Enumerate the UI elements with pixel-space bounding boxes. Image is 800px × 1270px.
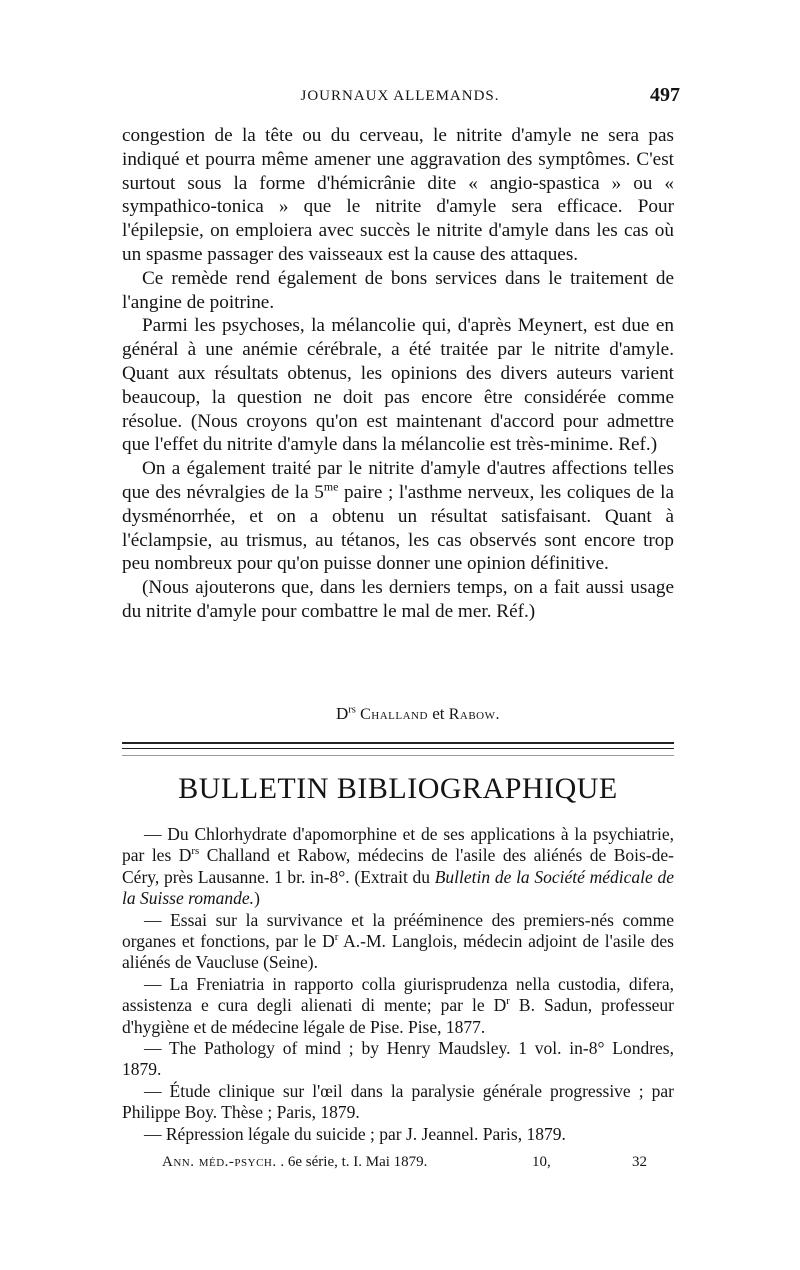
article-paragraph: Parmi les psychoses, la mélancolie qui, d'après Meynert, est due en général à une anémie cérébrale, a été traitée par le nitrite d'amyle. Quant aux résultats obtenus, les opinions des divers auteurs varient beaucoup, la question ne doit pas encore être considérée comme résolue. (Nous croyons qu'on est maintenant d'accord pour admettre que l'effet du nitrite d'amyle dans la mélancolie est très-minime. Ref.) — [122, 315, 674, 456]
author-name: Rabow. — [448, 706, 501, 723]
bibliography-list — [122, 824, 674, 1145]
bibliography-entry — [122, 824, 674, 910]
text-segment: — Du Chlorhydrate d'apomorphine et de ses applications à la psychiatrie, par les D — [122, 824, 674, 866]
page-number: 497 — [650, 84, 680, 106]
article-paragraph: congestion de la tête ou du cerveau, le nitrite d'amyle ne sera pas indiqué et pourra même amener une aggravation des symptômes. C'est surtout sous la forme d'hémicrânie dite « angio-spastica » ou « sympathico-tonica » que le nitrite d'amyle sera efficace. Pour l'épilepsie, on emploiera avec succès le nitrite d'amyle dans les cas où un spasme passager des vaisseaux est la cause des attaques. — [122, 125, 674, 265]
italic-title: Bulletin de la Société médicale de la Suisse romande. — [122, 866, 674, 909]
superscript: me — [323, 479, 339, 494]
signature-prefix: D — [335, 704, 349, 723]
article-paragraph: (Nous ajouterons que, dans les derniers temps, on a fait aussi usage du nitrite d'amyle pour combattre le mal de mer. Réf.) — [122, 577, 674, 622]
text-segment: ) — [254, 888, 260, 909]
sheet-number: 32 — [632, 1154, 647, 1170]
bibliography-entry: — The Pathology of mind ; by Henry Maudsley. 1 vol. in-8° Londres, 1879. — [122, 1038, 674, 1080]
text-segment: On a également traité par le nitrite d'amyle d'autres affections telles que des névralgies de la 5 — [122, 458, 674, 503]
text-segment: — Essai sur la survivance et la prééminence des premiers-nés comme organes et fonctions, par le D — [122, 909, 674, 952]
bibliography-entry — [122, 910, 674, 974]
bibliography-entry: — Répression légale du suicide ; par J. Jeannel. Paris, 1879. — [144, 1123, 566, 1144]
section-divider-thin — [122, 755, 674, 756]
article-paragraph: Ce remède rend également de bons services dans le traitement de l'angine de poitrine. — [122, 267, 674, 313]
page-footer — [162, 1154, 682, 1171]
text-segment: Challand et Rabow, médecins de l'asile des aliénés de Bois-de-Céry, près Lausanne. 1 br. in-8°. (Extrait du — [122, 845, 674, 887]
running-head — [120, 84, 680, 112]
running-title: JOURNAUX ALLEMANDS. — [300, 88, 500, 104]
text-segment: — La Freniatria in rapporto colla giurisprudenza nella custodia, difera, assistenza e cura degli alienati di mente; par le D — [122, 973, 674, 1016]
text-segment: paire ; l'asthme nerveux, les coliques de la dysménorrhée, et on a obtenu un résultat satisfaisant. Quant à l'éclampsie, au trismus, au tétanos, les cas observés sont encore trop peu nombreux pour qu'on puisse donner une opinion définitive. — [122, 481, 675, 575]
bibliography-entry: — Étude clinique sur l'œil dans la paralysie générale progressive ; par Philippe Boy. Thèse ; Paris, 1879. — [122, 1080, 674, 1123]
article-paragraph — [122, 457, 674, 576]
article-body — [122, 124, 674, 624]
signature-mark: 10, — [532, 1154, 551, 1170]
conjunction: et — [432, 704, 445, 723]
section-divider — [122, 742, 674, 749]
superscript: rs — [348, 704, 356, 716]
author-name: Challand — [360, 706, 428, 723]
bibliography-entry — [122, 974, 674, 1038]
journal-abbreviation: Ann. méd.-psych. — [162, 1154, 277, 1170]
issue-info: . 6e série, t. I. Mai 1879. — [280, 1154, 428, 1170]
text-segment: B. Sadun, professeur d'hygiène et de médecine légale de Pise. Pise, 1877. — [122, 995, 674, 1037]
superscript: r — [506, 995, 510, 1008]
superscript: rs — [191, 845, 200, 858]
superscript: r — [334, 931, 339, 944]
article-signature — [122, 704, 674, 724]
section-title: BULLETIN BIBLIOGRAPHIQUE — [178, 772, 618, 805]
text-segment: A.-M. Langlois, médecin adjoint de l'asile des aliénés de Vaucluse (Seine). — [122, 931, 674, 973]
